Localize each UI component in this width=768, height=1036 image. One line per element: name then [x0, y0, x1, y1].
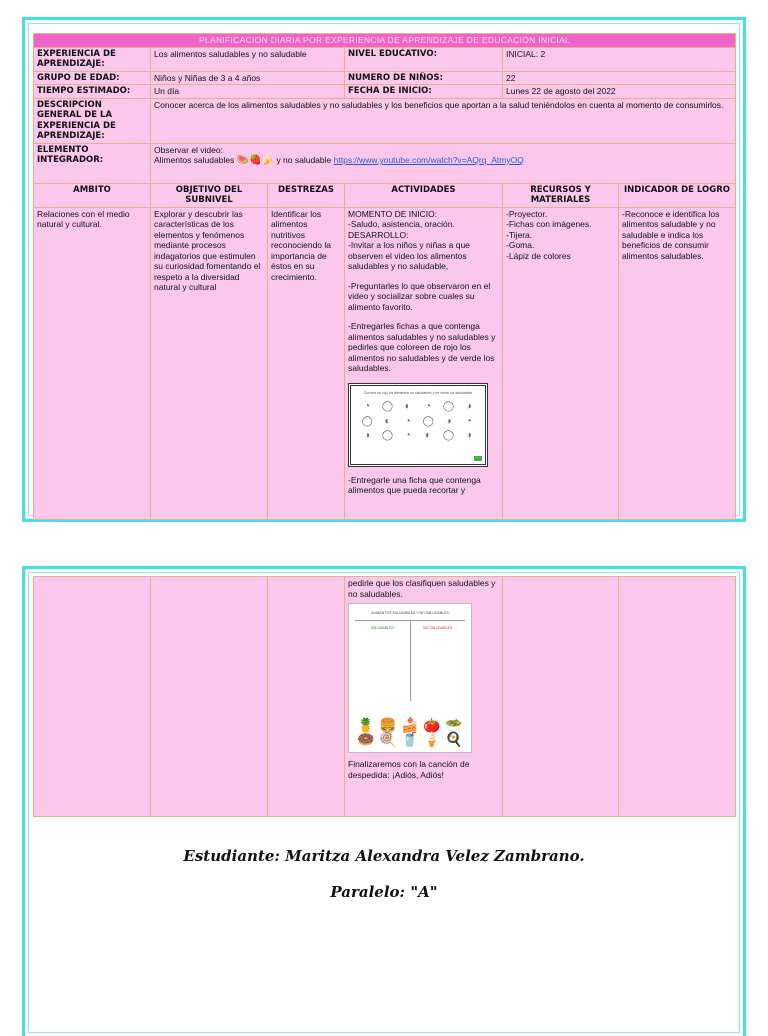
descripcion-label: DESCRIPCION GENERAL DE LA EXPERIENCIA DE APRENDIZAJE:	[34, 98, 151, 143]
fruit-icons: 🍉🍓🍌	[236, 154, 275, 166]
recursos-cell-cont	[503, 577, 619, 817]
col-header-indicador: INDICADOR DE LOGRO	[619, 183, 736, 207]
act-despedida: Finalizaremos con la canción de despedida: ¡Adiós, Adiós!	[348, 759, 470, 780]
paralelo-label: Paralelo: "A"	[330, 883, 438, 901]
tiempo-label: TIEMPO ESTIMADO:	[34, 85, 151, 99]
worksheet-coloring-image	[348, 383, 488, 467]
recurso-item: -Proyector.	[506, 208, 548, 219]
destrezas-cell: Identificar los alimentos nutritivos reconociendo la importancia de éstos en su crecimiento.	[268, 207, 345, 519]
elemento-text-2: y no saludable	[276, 155, 332, 165]
numero-label: NUMERO DE NIÑOS:	[345, 71, 503, 85]
worksheet-classify-image	[348, 603, 472, 753]
recurso-item: -Lápiz de colores	[506, 250, 571, 261]
planning-table-continued	[33, 576, 736, 817]
act-inicio: MOMENTO DE INICIO:	[348, 208, 438, 219]
objetivo-cell: Explorar y descubrir las características de los elementos y fenómenos mediante procesos indagatorios que estimulen su curiosidad fomentando el respeto a la diversidad natural y cultural	[151, 207, 268, 519]
act-desarrollo: DESARROLLO:	[348, 229, 409, 240]
recurso-item: -Fichas con imágenes.	[506, 219, 592, 229]
fecha-label: FECHA DE INICIO:	[345, 85, 503, 99]
worksheet-food-drawings: ◔ ◯ ◐ ◔ ◯ ◑ ◯ ◐ ◔ ◯ ◑ ◔ ◑ ◯ ◔ ◐ ◯ ◑	[361, 401, 472, 441]
worksheet2-col-no-saludables: NO SALUDABLES	[423, 626, 453, 630]
grupo-value: Niños y Niñas de 3 a 4 años	[151, 71, 345, 85]
act-fichas: -Entregarles fichas a que contenga alimentos saludables y no saludables y pedirles que coloreen de rojo los alimentos no saludables y de verde los saludables.	[348, 321, 496, 373]
ambito-cell: Relaciones con el medio natural y cultural.	[34, 207, 151, 519]
actividades-cell-cont	[345, 577, 503, 817]
ambito-cell-cont	[34, 577, 151, 817]
tiempo-value: Un día	[151, 85, 345, 99]
video-link[interactable]: https://www.youtube.com/watch?v=AQrq_AtmyOQ	[333, 155, 524, 165]
act-saludo: -Saludo, asistencia, oración.	[348, 219, 455, 229]
col-header-actividades: ACTIVIDADES	[345, 183, 503, 207]
act-recortar: -Entregarle una ficha que contenga alimentos que pueda recortar y	[348, 474, 481, 495]
destrezas-cell-cont	[268, 577, 345, 817]
recurso-item: -Tijera.	[506, 229, 533, 240]
col-header-objetivo: OBJETIVO DEL SUBNIVEL	[151, 183, 268, 207]
grupo-label: GRUPO DE EDAD:	[34, 71, 151, 85]
nivel-label: NIVEL EDUCATIVO:	[345, 47, 503, 71]
recursos-cell	[503, 207, 619, 519]
indicador-cell-cont	[619, 577, 736, 817]
act-clasificar: pedirle que los clasifiquen saludables y no saludables.	[348, 578, 496, 599]
col-header-destrezas: DESTREZAS	[268, 183, 345, 207]
actividades-cell	[345, 207, 503, 519]
worksheet2-title: ALIMENTOS SALUDABLES Y NO SALUDABLES	[371, 611, 449, 615]
elemento-label: ELEMENTO INTEGRADOR:	[34, 143, 151, 183]
page-title: PLANIFICACION DIARIA POR EXPERIENCIA DE APRENDIZAJE DE EDUCACION INICIAL	[34, 34, 736, 48]
student-name: Estudiante: Maritza Alexandra Velez Zambrano.	[183, 847, 585, 865]
numero-value: 22	[503, 71, 736, 85]
col-header-ambito: AMBITO	[34, 183, 151, 207]
worksheet-title: Colorea de rojo los alimentos no saludables y de verde los saludables	[363, 390, 473, 395]
col-header-recursos: RECURSOS Y MATERIALES	[503, 183, 619, 207]
worksheet2-col-saludables: SALUDABLES	[355, 621, 411, 701]
elemento-text: Alimentos saludables	[154, 155, 235, 165]
fecha-value: Lunes 22 de agosto del 2022	[503, 85, 736, 99]
act-invitar: -Invitar a los niños y niñas a que observen el video los alimentos saludables y no saludable,	[348, 240, 470, 271]
indicador-cell: -Reconoce e identifica los alimentos saludable y no saludable e indica los beneficios de consumir alimentos saludables.	[619, 207, 736, 519]
recurso-item: -Goma.	[506, 240, 535, 250]
nivel-value: INICIAL: 2	[503, 47, 736, 71]
elemento-value	[151, 143, 736, 183]
descripcion-value: Conocer acerca de los alimentos saludables y no saludables y los beneficios que aportan a la salud teniéndolos en cuenta al momento de consumirlos.	[151, 98, 736, 143]
elemento-line1: Observar el video:	[154, 144, 223, 155]
experiencia-label: EXPERIENCIA DE APRENDIZAJE:	[34, 47, 151, 71]
worksheet-corner-mark	[474, 456, 482, 461]
objetivo-cell-cont	[151, 577, 268, 817]
elemento-line2	[154, 155, 732, 166]
worksheet2-food-icons: 🍍 🍔 🍰 🍅 🥗 🍩 🍭 🥤 🍦 🍳	[357, 717, 463, 747]
act-preguntar: -Preguntarles lo que observaron en el video y socializar sobre cuales su alimento favorito.	[348, 280, 491, 312]
worksheet2-columns	[355, 620, 465, 701]
experiencia-value: Los alimentos saludables y no saludable	[151, 47, 345, 71]
planning-table	[33, 33, 736, 520]
